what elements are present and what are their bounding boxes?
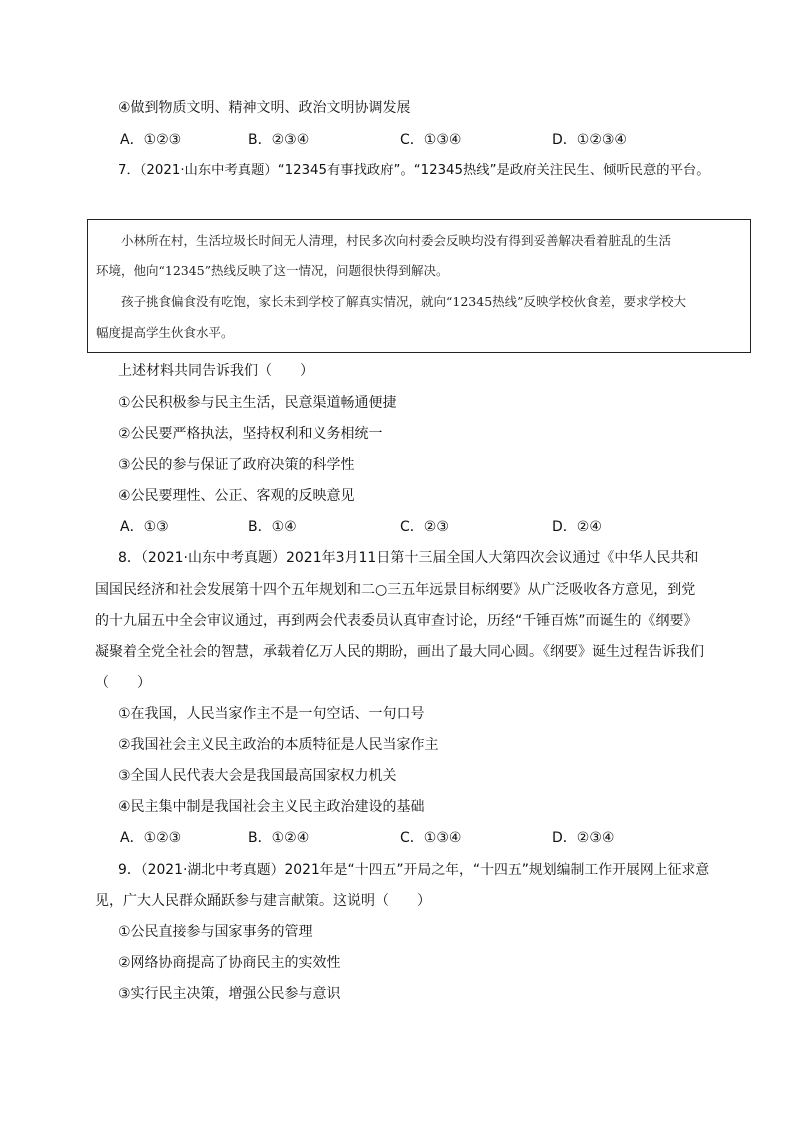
q7-option-b: B．①④ xyxy=(248,519,297,535)
q8-stem-line-2: 国国民经济和社会发展第十四个五年规划和二○三五年远景目标纲要》从广泛吸收各方意见，到党 xyxy=(95,582,696,598)
q6-option-b: B．②③④ xyxy=(248,132,310,148)
q8-item-4: ④民主集中制是我国社会主义民主政治建设的基础 xyxy=(118,799,425,815)
q8-answer-bracket: （ ） xyxy=(95,675,151,691)
q7-material-p2-line1: 孩子挑食偏食没有吃饱，家长未到学校了解真实情况，就向“12345热线”反映学校伙食差，要求学校大 xyxy=(121,294,687,309)
q8-option-a: A．①②③ xyxy=(120,830,182,846)
q7-item-1: ①公民积极参与民主生活，民意渠道畅通便捷 xyxy=(118,395,397,411)
q8-options xyxy=(118,828,678,848)
q8-item-2: ②我国社会主义民主政治的本质特征是人民当家作主 xyxy=(118,737,439,753)
q9-item-1: ①公民直接参与国家事务的管理 xyxy=(118,924,313,940)
q8-item-1: ①在我国，人民当家作主不是一句空话、一句口号 xyxy=(118,706,425,722)
q7-question: 上述材料共同告诉我们（ ） xyxy=(118,363,314,379)
q9-stem-line-2: 见，广大人民群众踊跃参与建言献策。这说明（ ） xyxy=(95,893,431,909)
q8-option-b: B．①②④ xyxy=(248,830,310,846)
q8-item-3: ③全国人民代表大会是我国最高国家权力机关 xyxy=(118,768,397,784)
q7-option-a: A．①③ xyxy=(120,519,169,535)
q8-stem-line-4: 凝聚着全党全社会的智慧，承载着亿万人民的期盼，画出了最大同心圆。《纲要》诞生过程告诉我们 xyxy=(95,644,704,660)
q8-option-c: C．①③④ xyxy=(400,830,462,846)
q9-item-3: ③实行民主决策，增强公民参与意识 xyxy=(118,986,341,1002)
q8-stem-line-1: 8．（2021·山东中考真题）2021年3月11日第十三届全国人大第四次会议通过《中华人民共和 xyxy=(118,550,699,566)
q9-stem-line-1: 9．（2021·湖北中考真题）2021年是“十四五”开局之年，“十四五”规划编制工作开展网上征求意 xyxy=(118,862,710,878)
q7-option-d: D．②④ xyxy=(552,519,602,535)
q7-item-2: ②公民要严格执法，坚持权利和义务相统一 xyxy=(118,426,383,442)
q7-option-c: C．②③ xyxy=(400,519,449,535)
q7-item-4: ④公民要理性、公正、客观的反映意见 xyxy=(118,488,355,504)
q6-option-c: C．①③④ xyxy=(400,132,462,148)
q7-material-p1-line1: 小林所在村，生活垃圾长时间无人清理，村民多次向村委会反映均没有得到妥善解决看着脏乱的生活 xyxy=(121,233,672,248)
q7-material-p2-line2: 幅度提高学生伙食水平。 xyxy=(96,325,234,340)
q8-option-d: D．②③④ xyxy=(552,830,615,846)
q8-stem-line-3: 的十九届五中全会审议通过，再到两会代表委员认真审查讨论，历经“千锤百炼”而诞生的《纲要》 xyxy=(95,613,698,629)
q6-options xyxy=(118,130,678,150)
q7-material-p1-line2: 环境，他向“12345”热线反映了这一情况，问题很快得到解决。 xyxy=(96,263,449,278)
q7-material-box xyxy=(87,219,751,353)
q6-option-a: A．①②③ xyxy=(120,132,182,148)
q7-options xyxy=(118,517,678,537)
q6-option-d: D．①②③④ xyxy=(552,132,627,148)
q9-item-2: ②网络协商提高了协商民主的实效性 xyxy=(118,955,341,971)
q7-item-3: ③公民的参与保证了政府决策的科学性 xyxy=(118,457,355,473)
q6-item-4: ④做到物质文明、精神文明、政治文明协调发展 xyxy=(118,100,411,116)
q7-stem: 7．（2021·山东中考真题）“12345有事找政府”。“12345热线”是政府关注民生、倾听民意的平台。 xyxy=(118,163,710,178)
